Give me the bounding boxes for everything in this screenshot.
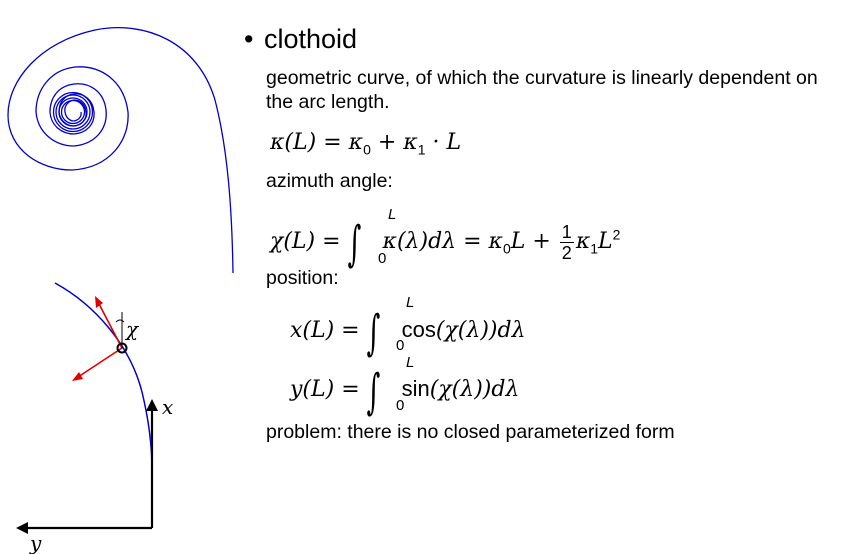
x-equation: x(L) = ∫ cos(χ(λ))dλ (290, 305, 526, 361)
x-upper-limit: L (406, 294, 415, 311)
azimuth-lower-limit: 0 (378, 250, 387, 267)
clothoid-figure (0, 0, 240, 554)
bullet-dot: • (244, 24, 254, 54)
curvature-equation: $\kappa(L) = \kappa_0 + \kappa_1 \cdot L$ (270, 130, 462, 158)
y-equation: y(L) = ∫ sin(χ(λ))dλ (290, 364, 520, 420)
bullet-heading (244, 24, 357, 55)
x-lower-limit: 0 (396, 337, 405, 354)
angle-symbol: χ (126, 317, 139, 341)
frame-vectors (72, 296, 122, 381)
y-axis-label: y (30, 531, 42, 554)
axes (16, 399, 158, 534)
bullet-title: clothoid (264, 24, 358, 54)
x-axis-label: x (162, 395, 174, 419)
problem-text: problem: there is no closed parameterized form (266, 421, 675, 443)
y-lower-limit: 0 (396, 397, 405, 414)
position-label: position: (266, 267, 339, 289)
clothoid-spiral (8, 28, 233, 273)
azimuth-equation: χ(L) = ∫ $\kappa(\lambda)d\lambda = \kappa_0L$ + $\frac{1}{2}$ $\kappa_1L^2$ (270, 216, 621, 272)
azimuth-label: azimuth angle: (266, 170, 393, 192)
azimuth-upper-limit: L (388, 206, 397, 223)
y-upper-limit: L (406, 354, 415, 371)
definition-text: geometric curve, of which the curvature is linearly dependent on the arc length. (266, 67, 818, 113)
